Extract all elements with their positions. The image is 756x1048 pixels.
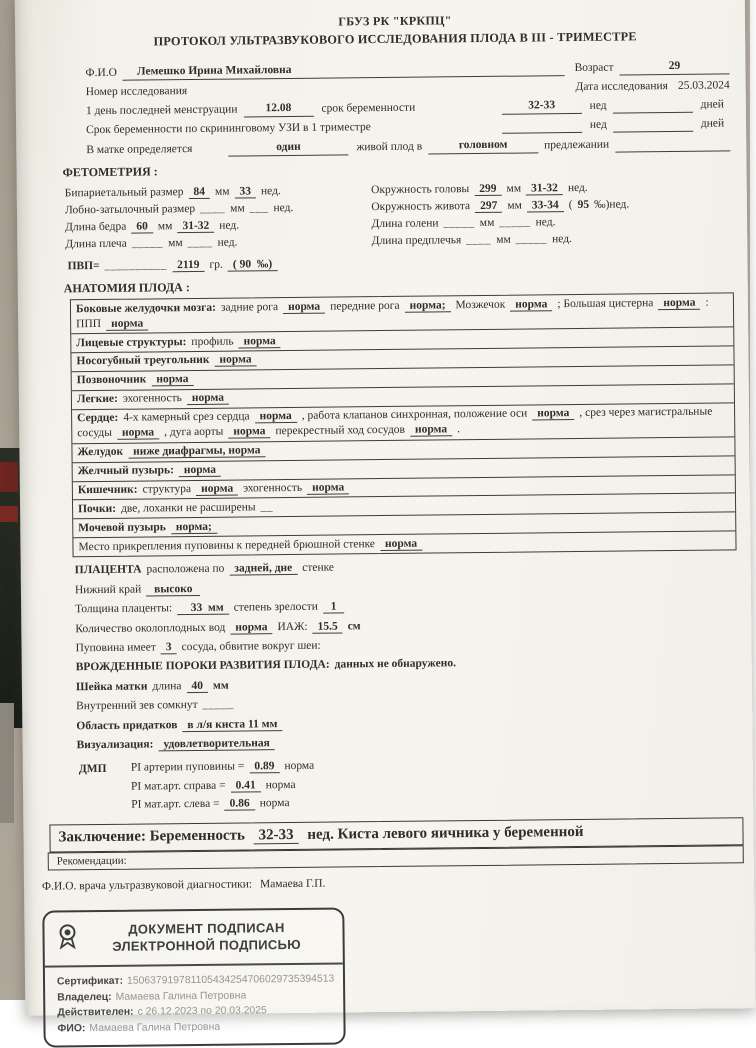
text-segment: см bbox=[347, 619, 361, 632]
text-segment: мм bbox=[506, 182, 522, 195]
study-number-row bbox=[86, 78, 730, 100]
text-segment: нед. bbox=[551, 232, 572, 245]
estimated-fetal-weight-row bbox=[67, 252, 731, 274]
text-segment: . bbox=[456, 423, 460, 436]
text-segment: ПВП= bbox=[67, 259, 100, 272]
doctor-name: Мамаева Г.П. bbox=[259, 877, 326, 891]
text-segment: Шейка матки bbox=[75, 680, 148, 694]
text-segment: нед. bbox=[535, 215, 556, 229]
text-segment: ___ bbox=[249, 202, 269, 215]
text-segment: Визуализация: bbox=[76, 738, 154, 752]
text-segment: норма bbox=[230, 621, 272, 634]
certificate-value: 150637919781105434254706029735394513 bbox=[126, 973, 335, 987]
stamp-fio-label: ФИО: bbox=[57, 1022, 86, 1035]
text-segment: норма bbox=[265, 778, 296, 791]
placenta-row bbox=[76, 712, 736, 734]
text-segment: мм bbox=[230, 202, 245, 215]
text-segment: ПЛАЦЕНТА bbox=[74, 563, 142, 577]
fetometry-row bbox=[65, 200, 371, 218]
doppler-label: ДМП bbox=[78, 762, 107, 775]
uterus-label: В матке определяется bbox=[86, 143, 193, 157]
blank-line bbox=[613, 120, 693, 133]
book-spine-gray bbox=[0, 703, 14, 823]
text-segment: стенке bbox=[302, 561, 335, 575]
text-segment: Длина плеча bbox=[65, 237, 127, 251]
placenta-row bbox=[75, 576, 735, 598]
fio-row bbox=[85, 58, 729, 81]
text-segment: Позвоночник bbox=[76, 373, 147, 387]
document-paper bbox=[15, 0, 756, 1035]
stamp-fio-value: Мамаева Галина Петровна bbox=[89, 1021, 221, 1034]
placenta-row bbox=[75, 557, 735, 579]
text-segment: ‰)нед. bbox=[594, 198, 630, 211]
text-segment: Носогубный треугольник bbox=[76, 354, 210, 368]
text-segment: норма; bbox=[405, 299, 451, 312]
text-segment: 0.86 bbox=[225, 797, 255, 810]
stamp-title-line2: ЭЛЕКТРОННОЙ ПОДПИСЬЮ bbox=[112, 936, 302, 954]
text-segment: расположена по bbox=[146, 562, 225, 576]
text-segment: 95 bbox=[577, 198, 590, 211]
text-segment: 4-х камерный срез сердца bbox=[123, 410, 250, 425]
text-segment: гр. bbox=[209, 258, 223, 271]
study-date-label: Дата исследования bbox=[575, 79, 668, 93]
text-segment: __ bbox=[260, 501, 274, 514]
text-segment: норма bbox=[106, 317, 148, 330]
text-segment: 0.89 bbox=[249, 760, 279, 773]
fetus-count-value: один bbox=[228, 140, 348, 157]
text-segment: норма bbox=[255, 410, 297, 423]
text-segment: в л/я киста 11 мм bbox=[182, 718, 282, 732]
text-segment: Мозжечок bbox=[455, 298, 506, 311]
validity-label: Действителен: bbox=[57, 1006, 134, 1019]
weeks-label: нед bbox=[589, 100, 607, 113]
text-segment: эхогенность bbox=[243, 481, 303, 495]
text-segment: 60 bbox=[131, 220, 153, 233]
fetometry-left-column bbox=[65, 181, 372, 254]
text-segment: норма bbox=[151, 373, 193, 386]
text-segment: Толщина плаценты: bbox=[75, 602, 173, 616]
organization-name: ГБУЗ РК "КРКПЦ" bbox=[338, 13, 452, 29]
menses-value: 12.08 bbox=[243, 101, 313, 118]
text-segment: ( bbox=[568, 198, 573, 211]
stamp-header bbox=[56, 920, 330, 957]
placenta-row bbox=[75, 615, 735, 637]
presentation-value: головном bbox=[428, 138, 538, 155]
text-segment: Пуповина имеет bbox=[75, 641, 156, 655]
text-segment: 33-34 bbox=[527, 199, 564, 212]
doppler-section bbox=[79, 751, 738, 817]
text-segment: две, лоханки не расширены bbox=[120, 501, 256, 515]
text-segment: Желчный пузырь: bbox=[77, 464, 174, 478]
text-segment: Мочевой пузырь bbox=[78, 521, 166, 535]
certificate-label: Сертификат: bbox=[56, 975, 124, 988]
text-segment: , дуга аорты bbox=[164, 425, 224, 439]
fio-value: Лемешко Ирина Михайловна bbox=[123, 60, 565, 81]
text-segment: Окружность головы bbox=[371, 182, 470, 196]
text-segment: Место прикрепления пуповины к передней брюшной стенке bbox=[78, 537, 376, 554]
text-segment: 31-32 bbox=[177, 220, 214, 233]
alive-fetus-label: живой плод в bbox=[356, 140, 423, 154]
text-segment: Количество околоплодных вод bbox=[75, 621, 226, 635]
text-segment: нед. bbox=[260, 184, 281, 198]
text-segment: _____ bbox=[131, 236, 164, 250]
text-segment: _____ bbox=[202, 698, 234, 712]
text-segment: задние рога bbox=[220, 300, 279, 314]
placenta-row bbox=[76, 654, 736, 676]
text-segment: Область придатков bbox=[76, 718, 178, 733]
blank-line bbox=[613, 101, 693, 114]
text-segment: 3 bbox=[161, 641, 177, 654]
text-segment: норма bbox=[532, 407, 574, 420]
fetometry-row bbox=[371, 213, 731, 232]
days-label: дней bbox=[700, 98, 724, 112]
text-segment: сосуда, обвитие вокруг шеи: bbox=[181, 639, 321, 654]
text-segment: мм bbox=[157, 219, 173, 233]
text-segment: Длина бедра bbox=[65, 220, 127, 234]
stamp-fio-field bbox=[57, 1018, 331, 1036]
text-segment: длина bbox=[152, 680, 182, 693]
text-segment: норма bbox=[380, 537, 422, 550]
text-segment: Длина голени bbox=[371, 217, 439, 230]
text-segment: ВРОЖДЕННЫЕ ПОРОКИ РАЗВИТИЯ ПЛОДА: bbox=[75, 659, 330, 674]
text-segment: норма bbox=[307, 481, 349, 494]
digital-signature-stamp bbox=[42, 908, 345, 1048]
placenta-row bbox=[75, 634, 735, 656]
document-title: ПРОТОКОЛ УЛЬТРАЗВУКОВОГО ИССЛЕДОВАНИЯ ПЛОДА В III - ТРИМЕСТРЕ bbox=[153, 28, 637, 48]
text-segment: 1 bbox=[323, 601, 345, 614]
fetometry-row bbox=[65, 217, 371, 235]
text-segment: Кишечник: bbox=[77, 483, 138, 497]
owner-value: Мамаева Галина Петровна bbox=[115, 990, 247, 1003]
presentation-label: предлежании bbox=[544, 138, 610, 152]
text-segment: 31-32 bbox=[526, 182, 563, 195]
placenta-section bbox=[75, 557, 737, 754]
conclusion-lead: Заключение: Беременность bbox=[58, 827, 245, 846]
stamp-title-line1: ДОКУМЕНТ ПОДПИСАН bbox=[128, 920, 285, 937]
text-segment: нед. bbox=[273, 201, 294, 214]
recommendations-box: Рекомендации: bbox=[48, 845, 744, 871]
text-segment: 0.41 bbox=[231, 779, 261, 792]
text-segment: _____ bbox=[499, 216, 531, 229]
fetometry-row bbox=[371, 179, 731, 198]
text-segment: степень зрелости bbox=[233, 600, 318, 614]
days-label: дней bbox=[700, 117, 725, 131]
text-segment: мм bbox=[167, 236, 183, 249]
text-segment: мм bbox=[507, 199, 522, 212]
fetometry-row bbox=[65, 234, 371, 252]
text-segment: норма bbox=[259, 797, 290, 810]
doctor-row bbox=[42, 873, 738, 895]
text-segment: 15.5 bbox=[312, 620, 342, 633]
text-segment: норма; bbox=[171, 521, 217, 534]
fetometry-row bbox=[65, 183, 371, 201]
text-segment: ____ bbox=[187, 236, 213, 249]
age-label: Возраст bbox=[574, 61, 614, 74]
text-segment: Бипариетальный размер bbox=[64, 185, 184, 200]
text-segment: 2119 bbox=[172, 258, 205, 271]
study-date-value: 25.03.2024 bbox=[677, 78, 730, 92]
study-number-label: Номер исследования bbox=[85, 84, 188, 98]
placenta-row bbox=[76, 673, 736, 695]
text-segment: Легкие: bbox=[76, 393, 119, 406]
doppler-row bbox=[131, 777, 320, 794]
fio-label: Ф.И.О bbox=[85, 66, 118, 79]
text-segment: эхогенность bbox=[122, 392, 182, 406]
stamp-title bbox=[82, 920, 330, 956]
placenta-row bbox=[76, 693, 736, 715]
text-segment: , работа клапанов синхронная, положение оси bbox=[301, 407, 528, 423]
text-segment: высоко bbox=[146, 583, 200, 597]
text-segment: Окружность живота bbox=[371, 199, 471, 213]
fetometry-heading: ФЕТОМЕТРИЯ : bbox=[62, 164, 158, 180]
text-segment: ; Большая цистерна bbox=[557, 296, 654, 310]
text-segment: норма bbox=[510, 298, 552, 311]
term-label: срок беременности bbox=[321, 102, 416, 116]
text-segment: 297 bbox=[475, 200, 502, 213]
text-segment: Лицевые структуры: bbox=[76, 335, 187, 349]
text-segment: PI мат.арт. справа = bbox=[130, 779, 226, 793]
placenta-row bbox=[75, 595, 735, 617]
text-segment: норма bbox=[658, 296, 700, 309]
doppler-row bbox=[131, 759, 320, 776]
text-segment: структура bbox=[142, 483, 192, 496]
text-segment: ( 90 ‰) bbox=[228, 258, 277, 272]
age-value: 29 bbox=[619, 58, 729, 75]
text-segment: норма bbox=[187, 392, 229, 405]
anatomy-heading: АНАТОМИЯ ПЛОДА : bbox=[63, 279, 190, 295]
text-segment: 84 bbox=[188, 186, 210, 199]
text-segment: ИАЖ: bbox=[277, 620, 308, 633]
book-spine-red-stripe bbox=[0, 462, 18, 492]
text-segment: Длина предплечья bbox=[371, 233, 462, 247]
owner-label: Владелец: bbox=[57, 991, 112, 1004]
text-segment: : ППП bbox=[76, 296, 709, 330]
stamp-divider bbox=[45, 962, 343, 967]
menses-row bbox=[86, 97, 730, 120]
conclusion-term-value: 32-33 bbox=[254, 827, 299, 844]
text-segment: норма bbox=[410, 423, 452, 436]
conclusion-tail: нед. Киста левого яичника у беременной bbox=[307, 824, 584, 844]
text-segment: 33 bbox=[234, 185, 256, 198]
text-segment: _____ bbox=[515, 232, 548, 246]
patient-info-section bbox=[85, 58, 730, 158]
fetometry-section bbox=[65, 177, 732, 254]
text-segment: задней, дне bbox=[229, 562, 297, 576]
fetometry-right-column bbox=[371, 177, 731, 251]
stamp-certificate-field bbox=[56, 972, 335, 990]
text-segment: Сердце: bbox=[77, 412, 119, 425]
text-segment: передние рога bbox=[330, 299, 400, 313]
screening-label: Срок беременности по скрининговому УЗИ в 1 триместре bbox=[86, 121, 371, 137]
screening-term-row bbox=[86, 117, 730, 139]
text-segment: ниже диафрагмы, норма bbox=[128, 444, 266, 458]
text-segment: Лобно-затылочный размер bbox=[64, 202, 196, 217]
text-segment: ____ bbox=[466, 233, 492, 246]
text-segment: удовлетворительная bbox=[158, 737, 274, 751]
text-segment: _____ bbox=[443, 216, 475, 230]
text-segment: PI мат.арт. слева = bbox=[131, 797, 220, 811]
text-segment: нед. bbox=[567, 181, 588, 194]
book-spine-red-stripe bbox=[0, 506, 18, 522]
fetometry-row bbox=[372, 230, 732, 249]
text-segment: Боковые желудочки мозга: bbox=[75, 301, 217, 315]
text-segment: мм bbox=[214, 185, 230, 198]
validity-value: с 26.12.2023 по 20.03.2025 bbox=[137, 1005, 267, 1018]
blank-line bbox=[502, 121, 582, 134]
text-segment: ____ bbox=[200, 202, 226, 215]
menses-label: 1 день последней менструации bbox=[85, 103, 238, 118]
text-segment: норма bbox=[228, 425, 270, 438]
uterus-row bbox=[86, 136, 730, 159]
text-segment: мм bbox=[212, 679, 229, 692]
anatomy-table bbox=[70, 292, 737, 557]
text-segment: нед. bbox=[217, 236, 238, 249]
text-segment: норма bbox=[179, 464, 221, 477]
weeks-label: нед bbox=[589, 119, 607, 132]
text-segment: норма bbox=[196, 483, 238, 496]
text-segment: Нижний край bbox=[74, 583, 142, 596]
text-segment: Внутренний зев сомкнут bbox=[76, 699, 198, 713]
text-segment: Почки: bbox=[78, 502, 117, 516]
text-segment: 33 мм bbox=[177, 602, 229, 616]
text-segment: данных не обнаружено. bbox=[334, 657, 456, 671]
fetometry-row bbox=[371, 196, 731, 215]
medal-ribbon-icon bbox=[56, 923, 82, 955]
text-segment: норма bbox=[239, 335, 281, 348]
text-segment: 40 bbox=[186, 680, 208, 693]
text-segment: мм bbox=[479, 216, 495, 229]
text-segment: мм bbox=[496, 233, 511, 246]
placenta-row bbox=[76, 732, 736, 754]
text-segment: нед. bbox=[219, 219, 240, 232]
text-segment: норма bbox=[214, 354, 256, 367]
text-segment: перекрестный ход сосудов bbox=[275, 423, 406, 438]
text-segment: Желудок bbox=[77, 445, 124, 459]
text-segment: __________ bbox=[104, 258, 168, 272]
text-segment: 299 bbox=[474, 183, 501, 196]
doctor-label: Ф.И.О. врача ультразвуковой диагностики: bbox=[41, 878, 253, 893]
text-segment: норма bbox=[117, 427, 159, 440]
text-segment: норма bbox=[284, 759, 315, 773]
text-segment: профиль bbox=[191, 335, 234, 348]
text-segment: норма bbox=[283, 300, 325, 313]
term-value: 32-33 bbox=[502, 98, 582, 115]
blank-line bbox=[615, 140, 730, 153]
doppler-row bbox=[131, 796, 320, 813]
text-segment: , срез через магистральные сосуды bbox=[77, 405, 713, 440]
text-segment: PI артерии пуповины = bbox=[130, 760, 245, 774]
